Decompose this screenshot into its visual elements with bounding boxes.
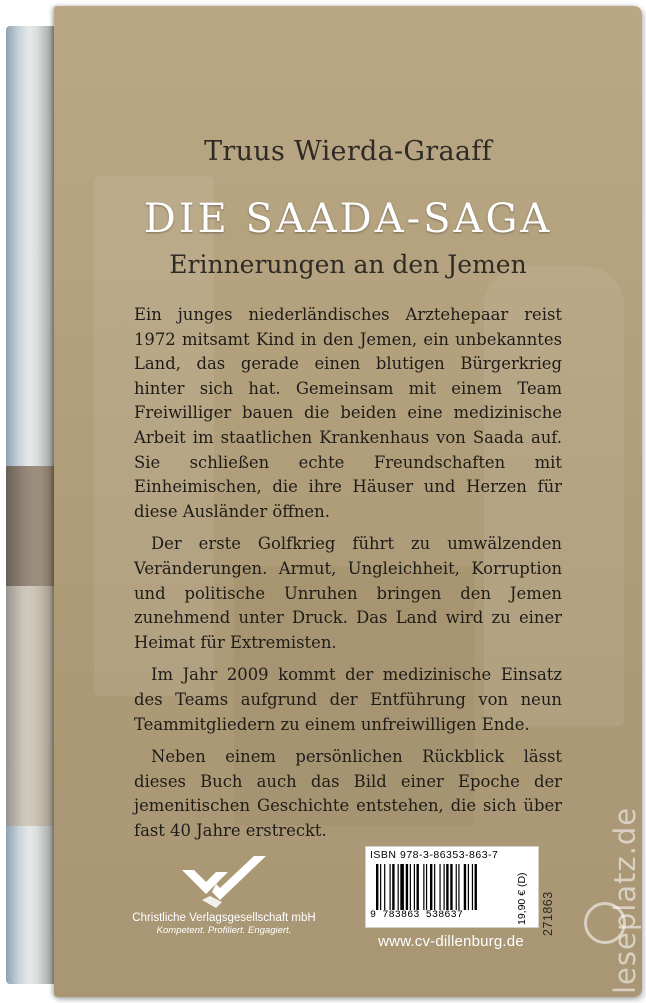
barcode-bars — [376, 864, 512, 910]
barcode-bar — [400, 864, 404, 910]
isbn-number: 978-3-86353-863-7 — [400, 849, 499, 861]
barcode-bar — [430, 864, 432, 910]
price-label: 19,90 € (D) — [516, 872, 528, 925]
barcode-bar — [406, 864, 408, 910]
barcode-bar — [414, 864, 415, 910]
barcode-bar — [468, 864, 469, 910]
barcode-bar — [446, 864, 448, 910]
spine-band — [6, 466, 58, 586]
barcode-digits: 9 783863 538637 — [370, 910, 464, 921]
cv-checkmark-logo-icon — [176, 848, 272, 910]
barcode-bar — [475, 864, 477, 910]
spine-band-lower — [6, 586, 58, 826]
blurb-paragraph: Ein junges niederländisches Arztehepaar reist 1972 mitsamt Kind in den Jemen, ein unbekanntes Land, das gerade einen blutigen Bürgerkrieg hinter sich hat. Gemeinsam mit einem Team Freiwilliger bauen die beiden eine medizinische Arbeit im staatlichen Krankenhaus von Saada auf. Sie schließen echte Freundschaften mit Einheimischen, die ihre Häuser und Herzen für diese Ausländer öffnen. — [134, 305, 562, 521]
book-back-cover — [54, 6, 642, 997]
barcode-bar — [456, 864, 457, 910]
barcode-bar — [434, 864, 435, 910]
barcode-bar — [398, 864, 399, 910]
book-subtitle: Erinnerungen an den Jemen — [169, 250, 527, 279]
barcode-bar — [380, 864, 381, 910]
blurb-text — [134, 303, 562, 851]
publisher-name: Christliche Verlagsgesellschaft mbH — [132, 912, 316, 924]
isbn-barcode — [365, 846, 539, 928]
barcode-bar — [472, 864, 473, 910]
barcode-bar — [423, 864, 424, 910]
barcode-bar — [450, 864, 452, 910]
author-name: Truus Wierda-Graaff — [204, 136, 492, 167]
barcode-bar — [444, 864, 445, 910]
watermark-text: leseplatz.de — [608, 806, 642, 994]
barcode-bar — [384, 864, 385, 910]
book-spine — [6, 26, 58, 984]
book-title: DIE SAADA-SAGA — [143, 196, 553, 242]
barcode-bar — [458, 864, 459, 910]
publisher-tagline: Kompetent. Profiliert. Engagiert. — [156, 925, 292, 936]
publisher-website[interactable]: www.cv-dillenburg.de — [378, 933, 524, 950]
blurb-paragraph: Der erste Golfkrieg führt zu umwälzenden Veränderungen. Armut, Ungleichheit, Korruption und politische Unruhen bringen den Jemen zunehmend unter Druck. Das Land wird zu einer Heimat für Extremisten. — [134, 534, 562, 652]
blurb-paragraph: Im Jahr 2009 kommt der medizinische Einsatz des Teams aufgrund der Entführung von neun Teammitgliedern zu einem unfreiwilligen Ende. — [134, 665, 562, 734]
barcode-bar — [439, 864, 440, 910]
barcode-bar — [376, 864, 378, 910]
barcode-bar — [464, 864, 466, 910]
barcode-bar — [390, 864, 391, 910]
isbn-label: ISBN — [370, 849, 397, 861]
barcode-bar — [392, 864, 394, 910]
article-number: 271863 — [541, 891, 555, 936]
barcode-bar — [426, 864, 427, 910]
publisher-logo — [124, 848, 324, 958]
barcode-bar — [410, 864, 411, 910]
barcode-bar — [417, 864, 419, 910]
blurb-paragraph: Neben einem persönlichen Rückblick lässt dieses Buch auch das Bild einer Epoche der jemenitischen Geschichte entstehen, die sich über fast 40 Jahre erstreckt. — [134, 747, 562, 840]
